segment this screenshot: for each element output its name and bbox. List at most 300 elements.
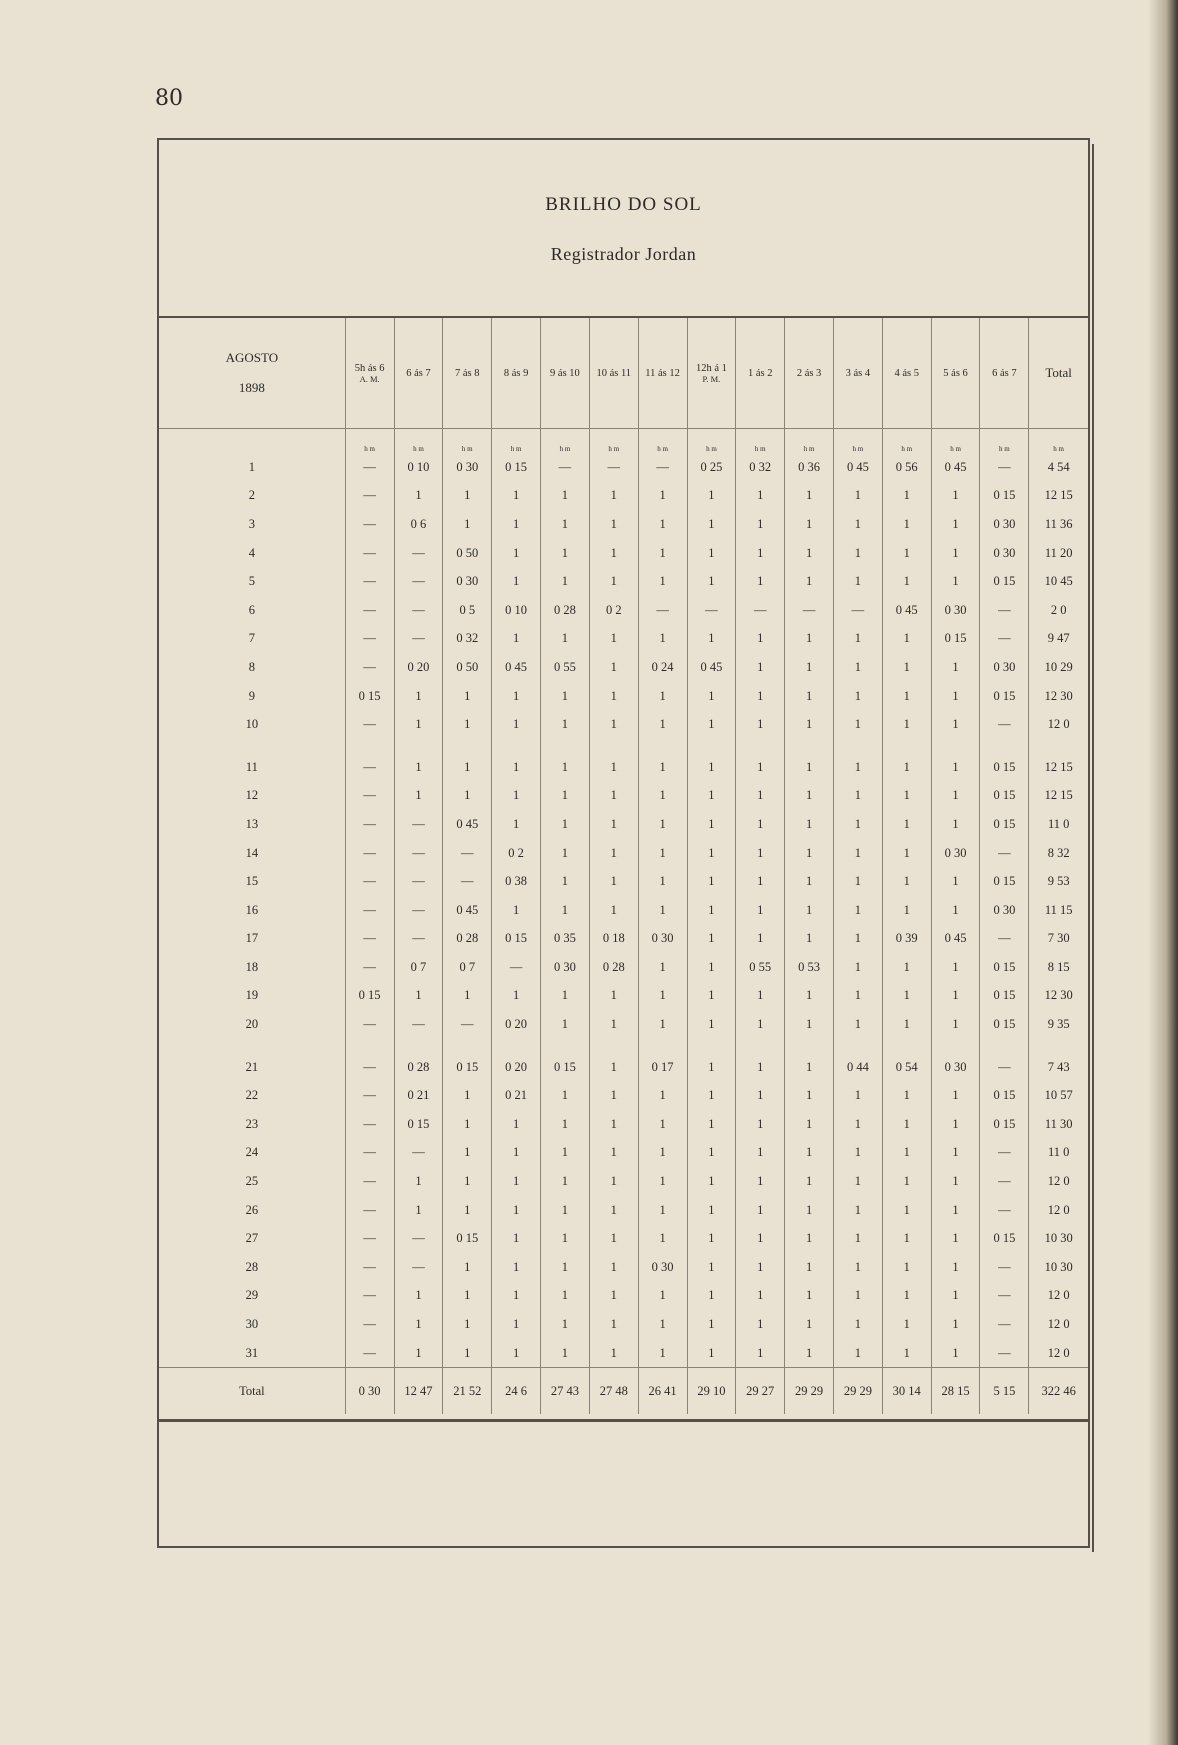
- hour-cell: 1: [931, 567, 980, 596]
- hour-cell: 1: [833, 1196, 882, 1225]
- hour-cell: —: [443, 867, 492, 896]
- spacer-row: [159, 739, 1088, 753]
- hour-cell: 1: [833, 925, 882, 954]
- hour-cell: 1: [589, 867, 638, 896]
- hour-cell: 1: [687, 810, 736, 839]
- hour-cell: 1: [931, 953, 980, 982]
- hour-cell: 1: [785, 1010, 834, 1039]
- hour-cell: 1: [882, 1081, 931, 1110]
- spacer-cell: [541, 739, 590, 753]
- day-cell: 10: [245, 717, 259, 732]
- hour-column-header: [345, 318, 394, 429]
- table-row: [159, 810, 1088, 839]
- hour-cell: 1: [638, 539, 687, 568]
- hour-cell: 1: [638, 839, 687, 868]
- column-total-cell: 27 43: [541, 1368, 590, 1415]
- hour-cell: 1: [785, 839, 834, 868]
- table-row: [159, 539, 1088, 568]
- hour-cell: 0 15: [980, 810, 1029, 839]
- hour-cell: —: [345, 896, 394, 925]
- hour-cell: 1: [687, 867, 736, 896]
- hour-cell: —: [345, 510, 394, 539]
- hour-cell: 1: [833, 1282, 882, 1311]
- hour-cell: —: [345, 839, 394, 868]
- hour-cell: 1: [882, 1253, 931, 1282]
- hour-cell: 1: [541, 682, 590, 711]
- hour-cell: 1: [833, 653, 882, 682]
- hour-cell: —: [345, 539, 394, 568]
- table-row: [159, 953, 1088, 982]
- hour-cell: 1: [589, 1224, 638, 1253]
- hour-cell: 1: [589, 682, 638, 711]
- hour-cell: 0 30: [638, 1253, 687, 1282]
- hour-cell: 0 30: [980, 653, 1029, 682]
- hour-cell: —: [345, 625, 394, 654]
- hour-cell: 1: [394, 1339, 443, 1368]
- hour-cell: —: [394, 867, 443, 896]
- hour-cell: 1: [736, 1339, 785, 1368]
- hour-cell: 1: [443, 682, 492, 711]
- hour-cell: —: [833, 596, 882, 625]
- hour-column-header: [931, 318, 980, 429]
- hour-cell: —: [345, 1196, 394, 1225]
- table-row: [159, 925, 1088, 954]
- hour-cell: 1: [589, 510, 638, 539]
- hour-cell: 1: [492, 1253, 541, 1282]
- unit-label: h m: [931, 429, 980, 454]
- hour-cell: 1: [394, 482, 443, 511]
- unit-label: h m: [345, 429, 394, 454]
- hour-cell: 1: [931, 682, 980, 711]
- day-cell: 21: [245, 1059, 259, 1074]
- table-row: [159, 510, 1088, 539]
- column-total-cell: 21 52: [443, 1368, 492, 1415]
- hour-cell: 1: [541, 896, 590, 925]
- hour-cell: 1: [882, 510, 931, 539]
- hour-cell: 1: [638, 1167, 687, 1196]
- unit-label: h m: [785, 429, 834, 454]
- hour-cell: —: [980, 625, 1029, 654]
- total-column-header: Total: [1029, 318, 1088, 429]
- hour-cell: —: [345, 1224, 394, 1253]
- column-total-cell: 28 15: [931, 1368, 980, 1415]
- column-total-cell: 0 30: [345, 1368, 394, 1415]
- unit-label: h m: [1029, 429, 1088, 454]
- hour-cell: 1: [638, 625, 687, 654]
- hour-cell: 0 45: [443, 896, 492, 925]
- hour-cell: 0 45: [443, 810, 492, 839]
- table-row: [159, 1339, 1088, 1368]
- hour-cell: 0 45: [833, 453, 882, 482]
- spacer-cell: [931, 1039, 980, 1053]
- hour-cell: —: [394, 925, 443, 954]
- hour-column-label: 5h ás 6: [354, 362, 385, 374]
- spacer-cell: [638, 739, 687, 753]
- hour-cell: 1: [785, 1282, 834, 1311]
- unit-label: h m: [589, 429, 638, 454]
- hour-cell: —: [687, 596, 736, 625]
- hour-cell: —: [345, 1081, 394, 1110]
- hour-cell: 0 15: [980, 1081, 1029, 1110]
- table-body: [159, 429, 1088, 1415]
- hour-cell: 1: [833, 625, 882, 654]
- hour-cell: 1: [492, 567, 541, 596]
- hour-cell: 1: [833, 567, 882, 596]
- hour-cell: 1: [687, 539, 736, 568]
- hour-cell: 1: [882, 867, 931, 896]
- hour-cell: 1: [931, 782, 980, 811]
- units-row: [159, 429, 1088, 454]
- hour-cell: —: [736, 596, 785, 625]
- hour-cell: 1: [443, 753, 492, 782]
- day-total-cell: 10 57: [1029, 1081, 1088, 1110]
- spacer-cell: [443, 1039, 492, 1053]
- hour-cell: 1: [541, 1110, 590, 1139]
- hour-cell: 0 30: [443, 453, 492, 482]
- hour-cell: 1: [492, 753, 541, 782]
- hour-cell: 1: [736, 782, 785, 811]
- hour-cell: 1: [833, 810, 882, 839]
- day-cell: 2: [248, 488, 255, 503]
- day-total-cell: 11 15: [1029, 896, 1088, 925]
- hour-cell: 1: [638, 482, 687, 511]
- hour-cell: 1: [638, 810, 687, 839]
- hour-cell: 1: [882, 1310, 931, 1339]
- hour-cell: —: [980, 839, 1029, 868]
- hour-cell: 1: [638, 1139, 687, 1168]
- hour-cell: 1: [882, 1167, 931, 1196]
- hour-cell: 1: [736, 625, 785, 654]
- hour-cell: 0 28: [394, 1053, 443, 1082]
- hour-cell: 0 18: [589, 925, 638, 954]
- hour-cell: 1: [541, 1167, 590, 1196]
- hour-cell: 0 39: [882, 925, 931, 954]
- day-total-cell: 10 45: [1029, 567, 1088, 596]
- spacer-cell: [882, 739, 931, 753]
- hour-cell: —: [394, 810, 443, 839]
- hour-cell: 1: [589, 625, 638, 654]
- hour-cell: 0 10: [394, 453, 443, 482]
- hour-cell: —: [345, 596, 394, 625]
- month-header: [159, 318, 345, 429]
- hour-cell: —: [345, 1310, 394, 1339]
- hour-cell: 1: [736, 1053, 785, 1082]
- hour-cell: 1: [638, 753, 687, 782]
- hour-cell: 0 21: [394, 1081, 443, 1110]
- hour-column-label: 5 ás 6: [943, 367, 968, 379]
- unit-label: h m: [638, 429, 687, 454]
- hour-cell: —: [980, 1167, 1029, 1196]
- hour-cell: 1: [882, 539, 931, 568]
- hour-cell: 0 15: [980, 682, 1029, 711]
- spacer-cell: [159, 739, 345, 753]
- table-wrapper: [159, 318, 1088, 1414]
- hour-cell: —: [492, 953, 541, 982]
- hour-cell: 1: [687, 896, 736, 925]
- hour-cell: 1: [833, 1253, 882, 1282]
- hour-cell: 1: [492, 1310, 541, 1339]
- hour-cell: 1: [833, 510, 882, 539]
- hour-cell: 1: [589, 753, 638, 782]
- hour-cell: 0 32: [443, 625, 492, 654]
- day-cell: 25: [245, 1174, 259, 1189]
- table-row: [159, 753, 1088, 782]
- hour-cell: 0 30: [638, 925, 687, 954]
- table-row: [159, 710, 1088, 739]
- hour-cell: 1: [492, 1110, 541, 1139]
- hour-cell: 1: [882, 682, 931, 711]
- day-total-cell: 12 0: [1029, 1339, 1088, 1368]
- day-cell: 4: [248, 545, 255, 560]
- hour-cell: 1: [492, 682, 541, 711]
- hour-cell: 1: [589, 1110, 638, 1139]
- hour-cell: 1: [492, 1282, 541, 1311]
- day-total-cell: 12 0: [1029, 1282, 1088, 1311]
- spacer-cell: [394, 739, 443, 753]
- hour-cell: —: [980, 925, 1029, 954]
- hour-cell: 0 17: [638, 1053, 687, 1082]
- hour-cell: 1: [736, 539, 785, 568]
- unit-label: h m: [980, 429, 1029, 454]
- hour-cell: 1: [736, 982, 785, 1011]
- hour-cell: 1: [785, 753, 834, 782]
- hour-cell: 0 30: [931, 596, 980, 625]
- unit-label: h m: [687, 429, 736, 454]
- hour-cell: —: [443, 1010, 492, 1039]
- table-row: [159, 682, 1088, 711]
- hour-cell: 0 30: [980, 539, 1029, 568]
- day-cell: 31: [245, 1345, 259, 1360]
- hour-cell: 0 45: [882, 596, 931, 625]
- hour-cell: 1: [589, 1196, 638, 1225]
- footer-box: [159, 1419, 1088, 1546]
- hour-cell: 1: [736, 682, 785, 711]
- units-spacer: [159, 429, 345, 454]
- hour-cell: 0 30: [980, 896, 1029, 925]
- hour-cell: —: [980, 1310, 1029, 1339]
- hour-cell: 1: [443, 1253, 492, 1282]
- hour-cell: —: [394, 1139, 443, 1168]
- hour-cell: 0 45: [492, 653, 541, 682]
- hour-cell: 1: [492, 1339, 541, 1368]
- column-total-cell: 12 47: [394, 1368, 443, 1415]
- day-total-cell: 9 35: [1029, 1010, 1088, 1039]
- hour-cell: —: [394, 896, 443, 925]
- hour-cell: 1: [785, 482, 834, 511]
- hour-cell: 1: [882, 782, 931, 811]
- hour-cell: 1: [833, 982, 882, 1011]
- hour-cell: —: [345, 1253, 394, 1282]
- hour-column-label: 2 ás 3: [796, 367, 822, 379]
- hour-cell: 1: [638, 867, 687, 896]
- hour-cell: 1: [785, 510, 834, 539]
- hour-cell: 1: [736, 1010, 785, 1039]
- hour-cell: 1: [833, 710, 882, 739]
- hour-cell: 1: [785, 539, 834, 568]
- hour-cell: —: [394, 567, 443, 596]
- spacer-cell: [833, 739, 882, 753]
- hour-cell: 0 2: [492, 839, 541, 868]
- hour-cell: 1: [638, 1339, 687, 1368]
- day-cell: 6: [248, 602, 255, 617]
- hour-cell: 1: [638, 782, 687, 811]
- totals-label: Total: [159, 1368, 345, 1415]
- day-cell: 27: [245, 1231, 259, 1246]
- day-total-cell: 11 0: [1029, 810, 1088, 839]
- hour-cell: 1: [638, 510, 687, 539]
- hour-cell: 0 15: [980, 567, 1029, 596]
- hour-cell: 1: [443, 510, 492, 539]
- hour-cell: 1: [931, 1139, 980, 1168]
- hour-cell: 1: [785, 1224, 834, 1253]
- hour-cell: 0 54: [882, 1053, 931, 1082]
- hour-cell: 1: [638, 1196, 687, 1225]
- hour-cell: 1: [833, 1010, 882, 1039]
- hour-cell: 1: [687, 1310, 736, 1339]
- hour-cell: 0 15: [541, 1053, 590, 1082]
- day-cell: 26: [245, 1202, 259, 1217]
- hour-cell: 1: [492, 1196, 541, 1225]
- hour-cell: 1: [443, 1196, 492, 1225]
- hour-cell: 1: [687, 1253, 736, 1282]
- hour-cell: 1: [785, 625, 834, 654]
- hour-cell: 1: [541, 625, 590, 654]
- hour-cell: 0 53: [785, 953, 834, 982]
- hour-cell: 1: [833, 1139, 882, 1168]
- hour-cell: 1: [589, 539, 638, 568]
- hour-cell: 1: [443, 1110, 492, 1139]
- hour-cell: 1: [394, 1282, 443, 1311]
- table-row: [159, 1253, 1088, 1282]
- hour-cell: 1: [736, 510, 785, 539]
- day-cell: 9: [248, 688, 255, 703]
- hour-cell: 1: [882, 567, 931, 596]
- column-total-cell: 29 10: [687, 1368, 736, 1415]
- hour-column-header: [638, 318, 687, 429]
- day-total-cell: 7 43: [1029, 1053, 1088, 1082]
- day-total-cell: 2 0: [1029, 596, 1088, 625]
- day-cell: 7: [248, 631, 255, 646]
- hour-cell: 0 32: [736, 453, 785, 482]
- day-cell: 14: [245, 845, 259, 860]
- hour-cell: 1: [833, 1339, 882, 1368]
- hour-cell: 0 56: [882, 453, 931, 482]
- hour-cell: —: [345, 1339, 394, 1368]
- hour-cell: —: [638, 453, 687, 482]
- hour-cell: 0 15: [980, 953, 1029, 982]
- hour-cell: —: [394, 1224, 443, 1253]
- hour-column-label: 12h á 1: [695, 362, 727, 374]
- hour-cell: 1: [882, 1224, 931, 1253]
- hour-cell: 1: [638, 1110, 687, 1139]
- hour-cell: 1: [541, 567, 590, 596]
- hour-cell: 1: [589, 810, 638, 839]
- hour-cell: 0 15: [443, 1053, 492, 1082]
- hour-cell: 0 50: [443, 539, 492, 568]
- hour-cell: —: [345, 753, 394, 782]
- hour-cell: 1: [833, 896, 882, 925]
- hour-cell: 1: [882, 1139, 931, 1168]
- hour-cell: —: [345, 1167, 394, 1196]
- hour-cell: 1: [394, 753, 443, 782]
- hour-cell: 1: [931, 810, 980, 839]
- unit-label: h m: [492, 429, 541, 454]
- hour-cell: 0 2: [589, 596, 638, 625]
- hour-cell: 1: [541, 1010, 590, 1039]
- hour-cell: 1: [687, 1196, 736, 1225]
- hour-cell: 1: [833, 753, 882, 782]
- day-total-cell: 11 36: [1029, 510, 1088, 539]
- hour-column-header: [443, 318, 492, 429]
- day-total-cell: 12 15: [1029, 782, 1088, 811]
- hour-cell: 1: [882, 1339, 931, 1368]
- hour-cell: 1: [638, 1224, 687, 1253]
- hour-cell: 0 44: [833, 1053, 882, 1082]
- table-row: [159, 1139, 1088, 1168]
- hour-cell: 1: [443, 1139, 492, 1168]
- hour-cell: 0 7: [443, 953, 492, 982]
- hour-cell: 1: [443, 1282, 492, 1311]
- hour-cell: 1: [589, 653, 638, 682]
- hour-column-label: 11 ás 12: [645, 367, 680, 379]
- hour-cell: 1: [785, 1081, 834, 1110]
- day-cell: 17: [245, 931, 259, 946]
- page-title: BRILHO DO SOL: [545, 194, 702, 215]
- hour-cell: 1: [589, 1310, 638, 1339]
- hour-cell: 1: [736, 1310, 785, 1339]
- hour-cell: 1: [687, 1081, 736, 1110]
- hour-cell: 1: [833, 482, 882, 511]
- hour-cell: 1: [492, 782, 541, 811]
- hour-cell: 1: [687, 1010, 736, 1039]
- day-cell: 8: [248, 659, 255, 674]
- hour-cell: 1: [394, 682, 443, 711]
- hour-cell: —: [541, 453, 590, 482]
- table-row: [159, 1196, 1088, 1225]
- hour-cell: —: [394, 839, 443, 868]
- day-cell: 3: [248, 516, 255, 531]
- spacer-cell: [345, 739, 394, 753]
- hour-cell: 1: [931, 1196, 980, 1225]
- hour-cell: 1: [541, 1196, 590, 1225]
- hour-cell: 1: [833, 1310, 882, 1339]
- hour-cell: 1: [931, 482, 980, 511]
- hour-cell: 1: [785, 1139, 834, 1168]
- hour-cell: 1: [931, 753, 980, 782]
- hour-cell: 1: [736, 867, 785, 896]
- hour-cell: 1: [443, 1339, 492, 1368]
- table-row: [159, 1167, 1088, 1196]
- unit-label: h m: [736, 429, 785, 454]
- hour-column-label: 4 ás 5: [894, 367, 919, 379]
- hour-cell: 1: [589, 982, 638, 1011]
- hour-cell: —: [980, 453, 1029, 482]
- hour-cell: 1: [882, 625, 931, 654]
- hour-column-label: 6 ás 7: [406, 367, 431, 379]
- hour-cell: —: [980, 710, 1029, 739]
- hour-cell: 1: [931, 867, 980, 896]
- table-row: [159, 482, 1088, 511]
- hour-cell: 1: [785, 782, 834, 811]
- hour-cell: 1: [589, 567, 638, 596]
- hour-cell: 1: [833, 867, 882, 896]
- hour-cell: 1: [785, 567, 834, 596]
- hour-cell: 1: [541, 810, 590, 839]
- hour-cell: —: [345, 925, 394, 954]
- hour-cell: 1: [882, 482, 931, 511]
- day-cell: 1: [248, 459, 255, 474]
- hour-cell: 1: [785, 925, 834, 954]
